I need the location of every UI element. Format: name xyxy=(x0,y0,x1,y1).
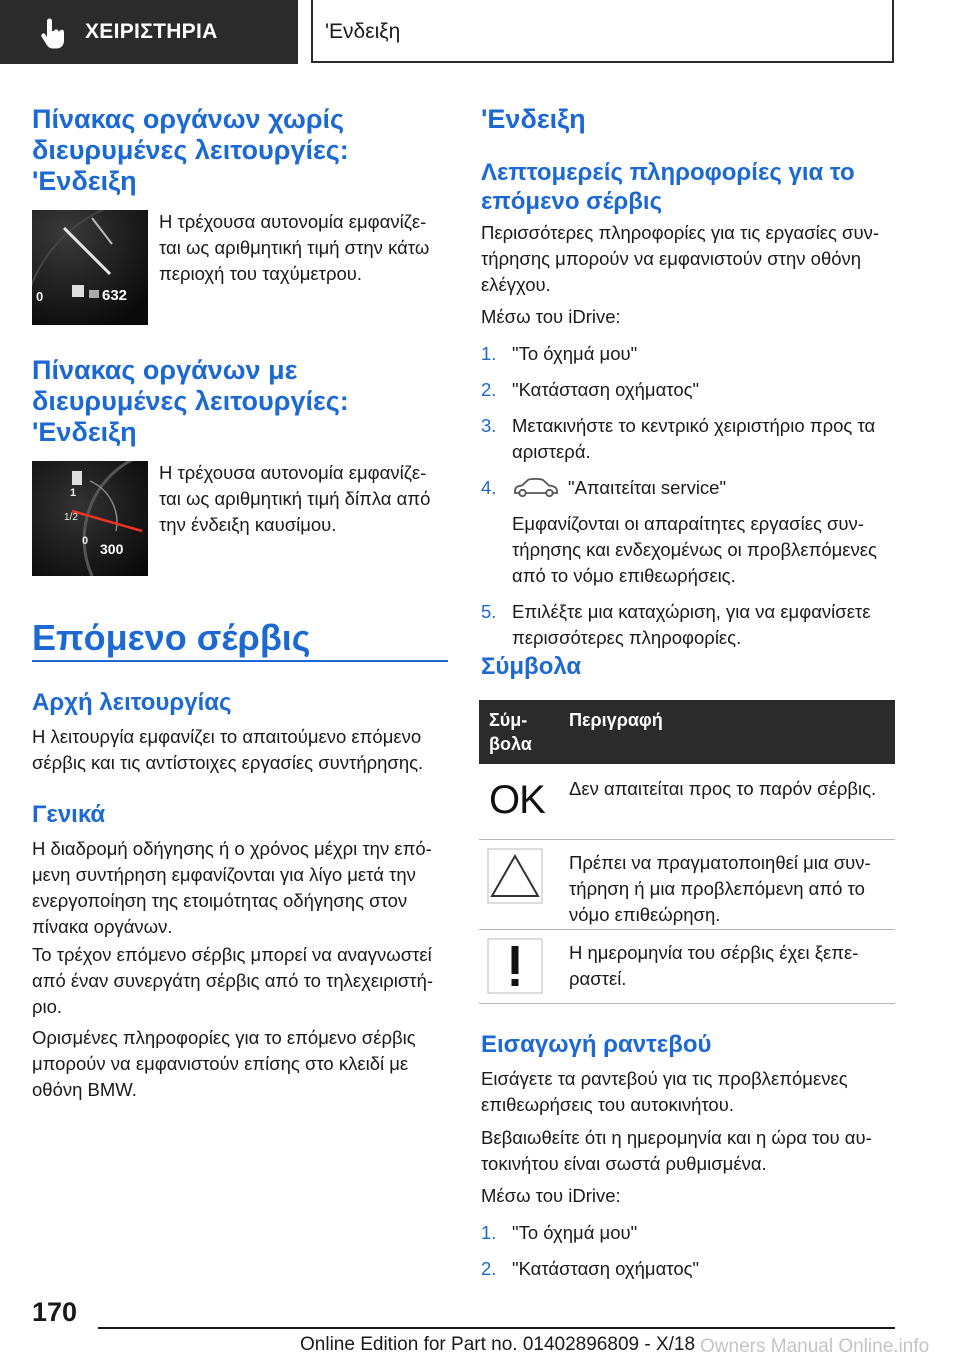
table-row xyxy=(479,840,895,930)
step-1: 1. "Το όχημά μου" xyxy=(481,343,638,364)
range-value-2: 300 xyxy=(100,541,124,557)
hand-pointer-icon xyxy=(38,18,68,50)
display-heading: 'Ενδειξη xyxy=(481,104,586,134)
appointment-idrive-intro: Μέσω του iDrive: xyxy=(481,1185,621,1206)
fuel-one: 1 xyxy=(70,487,77,499)
fuel-zero: 0 xyxy=(82,535,89,547)
idrive-steps xyxy=(481,341,901,651)
step-5: 5. Επιλέξτε μια καταχώριση, για να εμφανίσετε περισσότερες πληροφορίες. xyxy=(481,601,871,648)
appointment-steps xyxy=(481,1220,901,1282)
step-3: 3. Μετακινήστε το κεντρικό χειριστήριο προς τα αριστερά. xyxy=(481,415,876,462)
title-divider xyxy=(32,660,448,662)
speedometer-range-image xyxy=(32,210,148,325)
section2-title: Πίνακας οργάνων με διευρυμένες λειτουργίες: 'Ενδειξη xyxy=(32,355,349,447)
fuel-half: 1/2 xyxy=(64,512,78,523)
section1-text: Η τρέχουσα αυτονομία εμφανίζε- ται ως αριθμητική τιμή στην κάτω περιοχή του ταχύμετρου. xyxy=(159,211,430,284)
idrive-intro: Μέσω του iDrive: xyxy=(481,306,621,327)
general-paragraph-1: Η διαδρομή οδήγησης ή ο χρόνος μέχρι την επό- μενη συντήρηση εμφανίζονται για λίγο μετά την ενεργοποίηση της ετοιμότητας οδήγησης στον πίνακα οργάνων. xyxy=(32,838,432,937)
fuel-gauge-range-image xyxy=(32,461,148,576)
details-heading: Λεπτομερείς πληροφορίες για το επόμενο σέρβις xyxy=(481,159,855,215)
details-text: Περισσότερες πληροφορίες για τις εργασίες συν- τήρησης μπορούν να εμφανιστούν στην οθόνη ελέγχου. xyxy=(481,222,879,295)
appointment-text-2: Βεβαιωθείτε ότι η ημερομηνία και η ώρα του αυ- τοκινήτου είναι σωστά ρυθμισμένα. xyxy=(481,1127,872,1174)
step-2: 2. "Κατάσταση οχήματος" xyxy=(481,379,700,400)
step-4: 4. "Απαιτείται service" Εμφανίζονται οι απαραίτητες εργασίες συν- τήρησης και ενδεχομένως οι προβλεπόμενες από το νόμο επιθεωρήσεις. xyxy=(481,475,901,589)
page-number: 170 xyxy=(32,1297,78,1327)
footer-divider xyxy=(98,1327,895,1329)
car-icon xyxy=(512,476,560,498)
breadcrumb xyxy=(311,0,894,63)
principle-heading: Αρχή λειτουργίας xyxy=(32,689,232,716)
section1-title: Πίνακας οργάνων χωρίς διευρυμένες λειτουργίες: 'Ενδειξη xyxy=(32,104,349,196)
general-paragraph-2: Το τρέχον επόμενο σέρβις μπορεί να αναγνωστεί από έναν συνεργάτη σέρβις από το τηλεχειριστή- ριο. xyxy=(32,944,434,1017)
step-4-note: Εμφανίζονται οι απαραίτητες εργασίες συν- xyxy=(512,513,864,534)
principle-text: Η λειτουργία εμφανίζει το απαιτούμενο επόμενο σέρβις και τις αντίστοιχες εργασίες συντήρησης. xyxy=(32,726,424,773)
section-tab-label: ΧΕΙΡΙΣΤΗΡΙΑ xyxy=(85,20,218,43)
general-paragraph-3: Ορισμένες πληροφορίες για το επόμενο σέρβις μπορούν να εμφανιστούν επίσης στο κλειδί με οθόνη BMW. xyxy=(32,1027,416,1100)
warning-triangle-icon xyxy=(487,848,543,904)
appointment-heading: Εισαγωγή ραντεβού xyxy=(481,1031,712,1058)
row-description: Δεν απαιτείται προς το παρόν σέρβις. xyxy=(569,778,877,799)
appt-step-2: 2. "Κατάσταση οχήματος" xyxy=(481,1258,700,1279)
table-row xyxy=(479,930,895,1004)
header-description: Περιγραφή xyxy=(569,710,663,730)
general-heading: Γενικά xyxy=(32,801,106,828)
appt-step-1: 1. "Το όχημά μου" xyxy=(481,1222,638,1243)
symbols-table-header xyxy=(479,700,895,764)
exclamation-icon xyxy=(487,938,543,994)
watermark: Owners Manual Online.info xyxy=(700,1336,930,1357)
appointment-text-1: Εισάγετε τα ραντεβού για τις προβλεπόμενες επιθεωρήσεις του αυτοκινήτου. xyxy=(481,1068,848,1115)
header-symbol: Σύμ- βολα xyxy=(489,710,532,754)
row-description: Πρέπει να πραγματοποιηθεί μια συν- τήρηση ή μια προβλεπόμενη από το νόμο επιθεώρηση. xyxy=(569,852,871,925)
main-title: Επόμενο σέρβις xyxy=(32,617,311,658)
table-row xyxy=(479,764,895,840)
ok-symbol: OK xyxy=(489,778,545,822)
section2-text: Η τρέχουσα αυτονομία εμφανίζε- ται ως αριθμητική τιμή δίπλα από την ένδειξη καυσίμου. xyxy=(159,462,431,535)
breadcrumb-label: 'Ενδειξη xyxy=(325,20,401,43)
edition-info: Online Edition for Part no. 01402896809 - X/18 xyxy=(300,1334,696,1355)
range-value: 632 xyxy=(102,287,128,304)
row-description: Η ημερομηνία του σέρβις έχει ξεπε- ραστεί. xyxy=(569,942,859,989)
symbols-heading: Σύμβολα xyxy=(481,653,582,680)
section-tab[interactable] xyxy=(0,0,298,64)
gauge-zero: 0 xyxy=(36,289,44,304)
